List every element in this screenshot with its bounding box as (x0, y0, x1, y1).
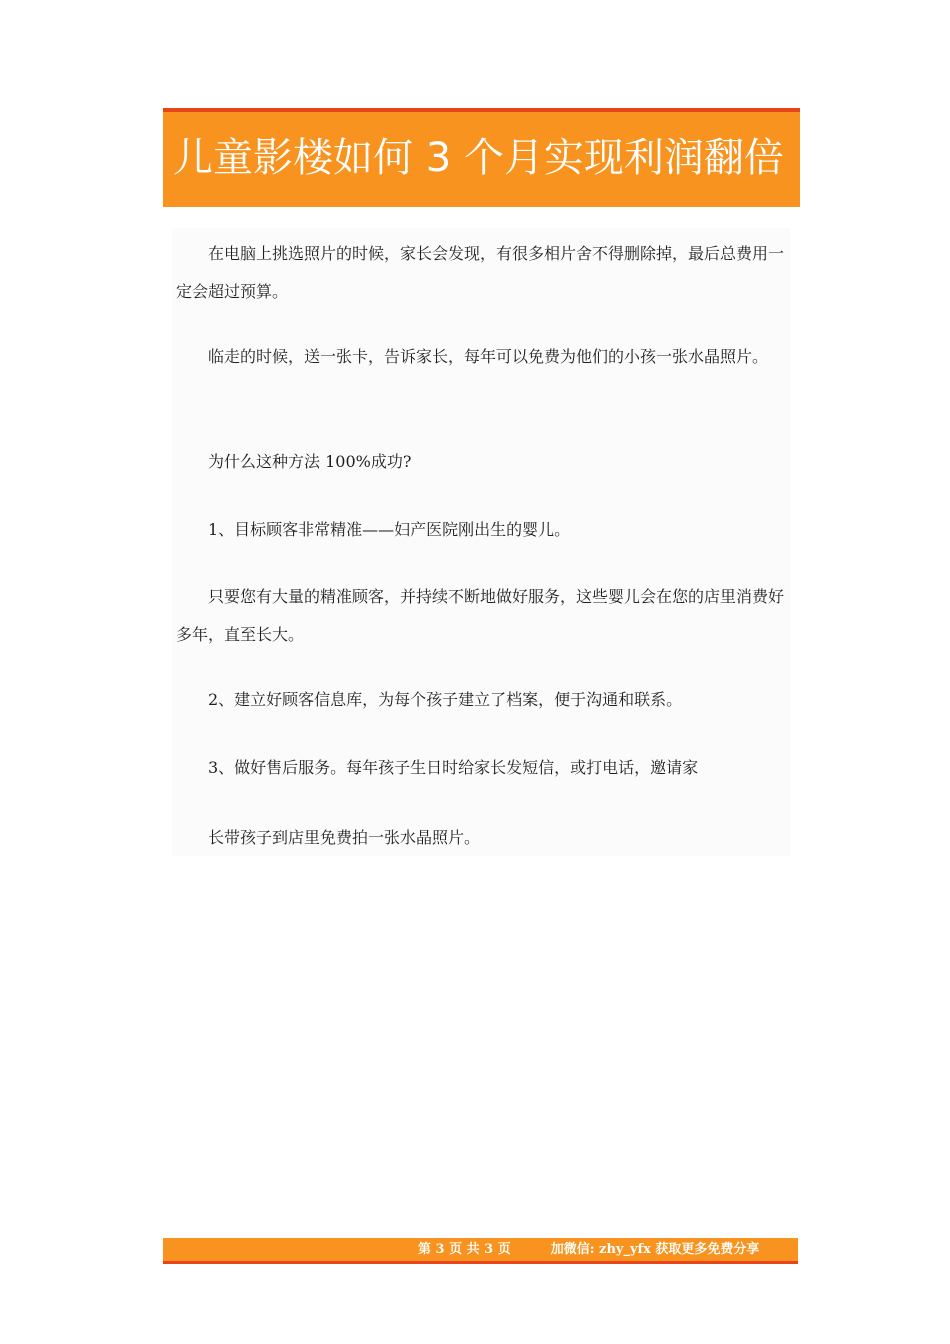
paragraph-5: 只要您有大量的精准顾客，并持续不断地做好服务，这些婴儿会在您的店里消费好多年，直至长大。 (176, 587, 785, 644)
title-banner (163, 108, 800, 207)
paragraph-1: 在电脑上挑选照片的时候，家长会发现，有很多相片舍不得删除掉，最后总费用一定会超过预算。 (176, 244, 785, 301)
paragraph-3: 为什么这种方法 100%成功? (208, 452, 412, 471)
contact-note: 加微信: zhy_yfx 获取更多免费分享 (550, 1242, 760, 1257)
paragraph-2: 临走的时候，送一张卡，告诉家长，每年可以免费为他们的小孩一张水晶照片。 (208, 347, 769, 366)
paragraph-4: 1、目标顾客非常精准——妇产医院刚出生的婴儿。 (208, 520, 571, 539)
page-title: 儿童影楼如何 3 个月实现利润翻倍 (173, 135, 784, 181)
paragraph-6: 2、建立好顾客信息库，为每个孩子建立了档案，便于沟通和联系。 (208, 690, 683, 709)
footer-bar (163, 1238, 798, 1264)
page-number: 第 3 页 共 3 页 (418, 1242, 511, 1257)
paragraph-7: 3、做好售后服务。每年孩子生日时给家长发短信，或打电话，邀请家 (208, 758, 699, 777)
footer-text (418, 1241, 759, 1259)
paragraph-8: 长带孩子到店里免费拍一张水晶照片。 (208, 828, 481, 847)
